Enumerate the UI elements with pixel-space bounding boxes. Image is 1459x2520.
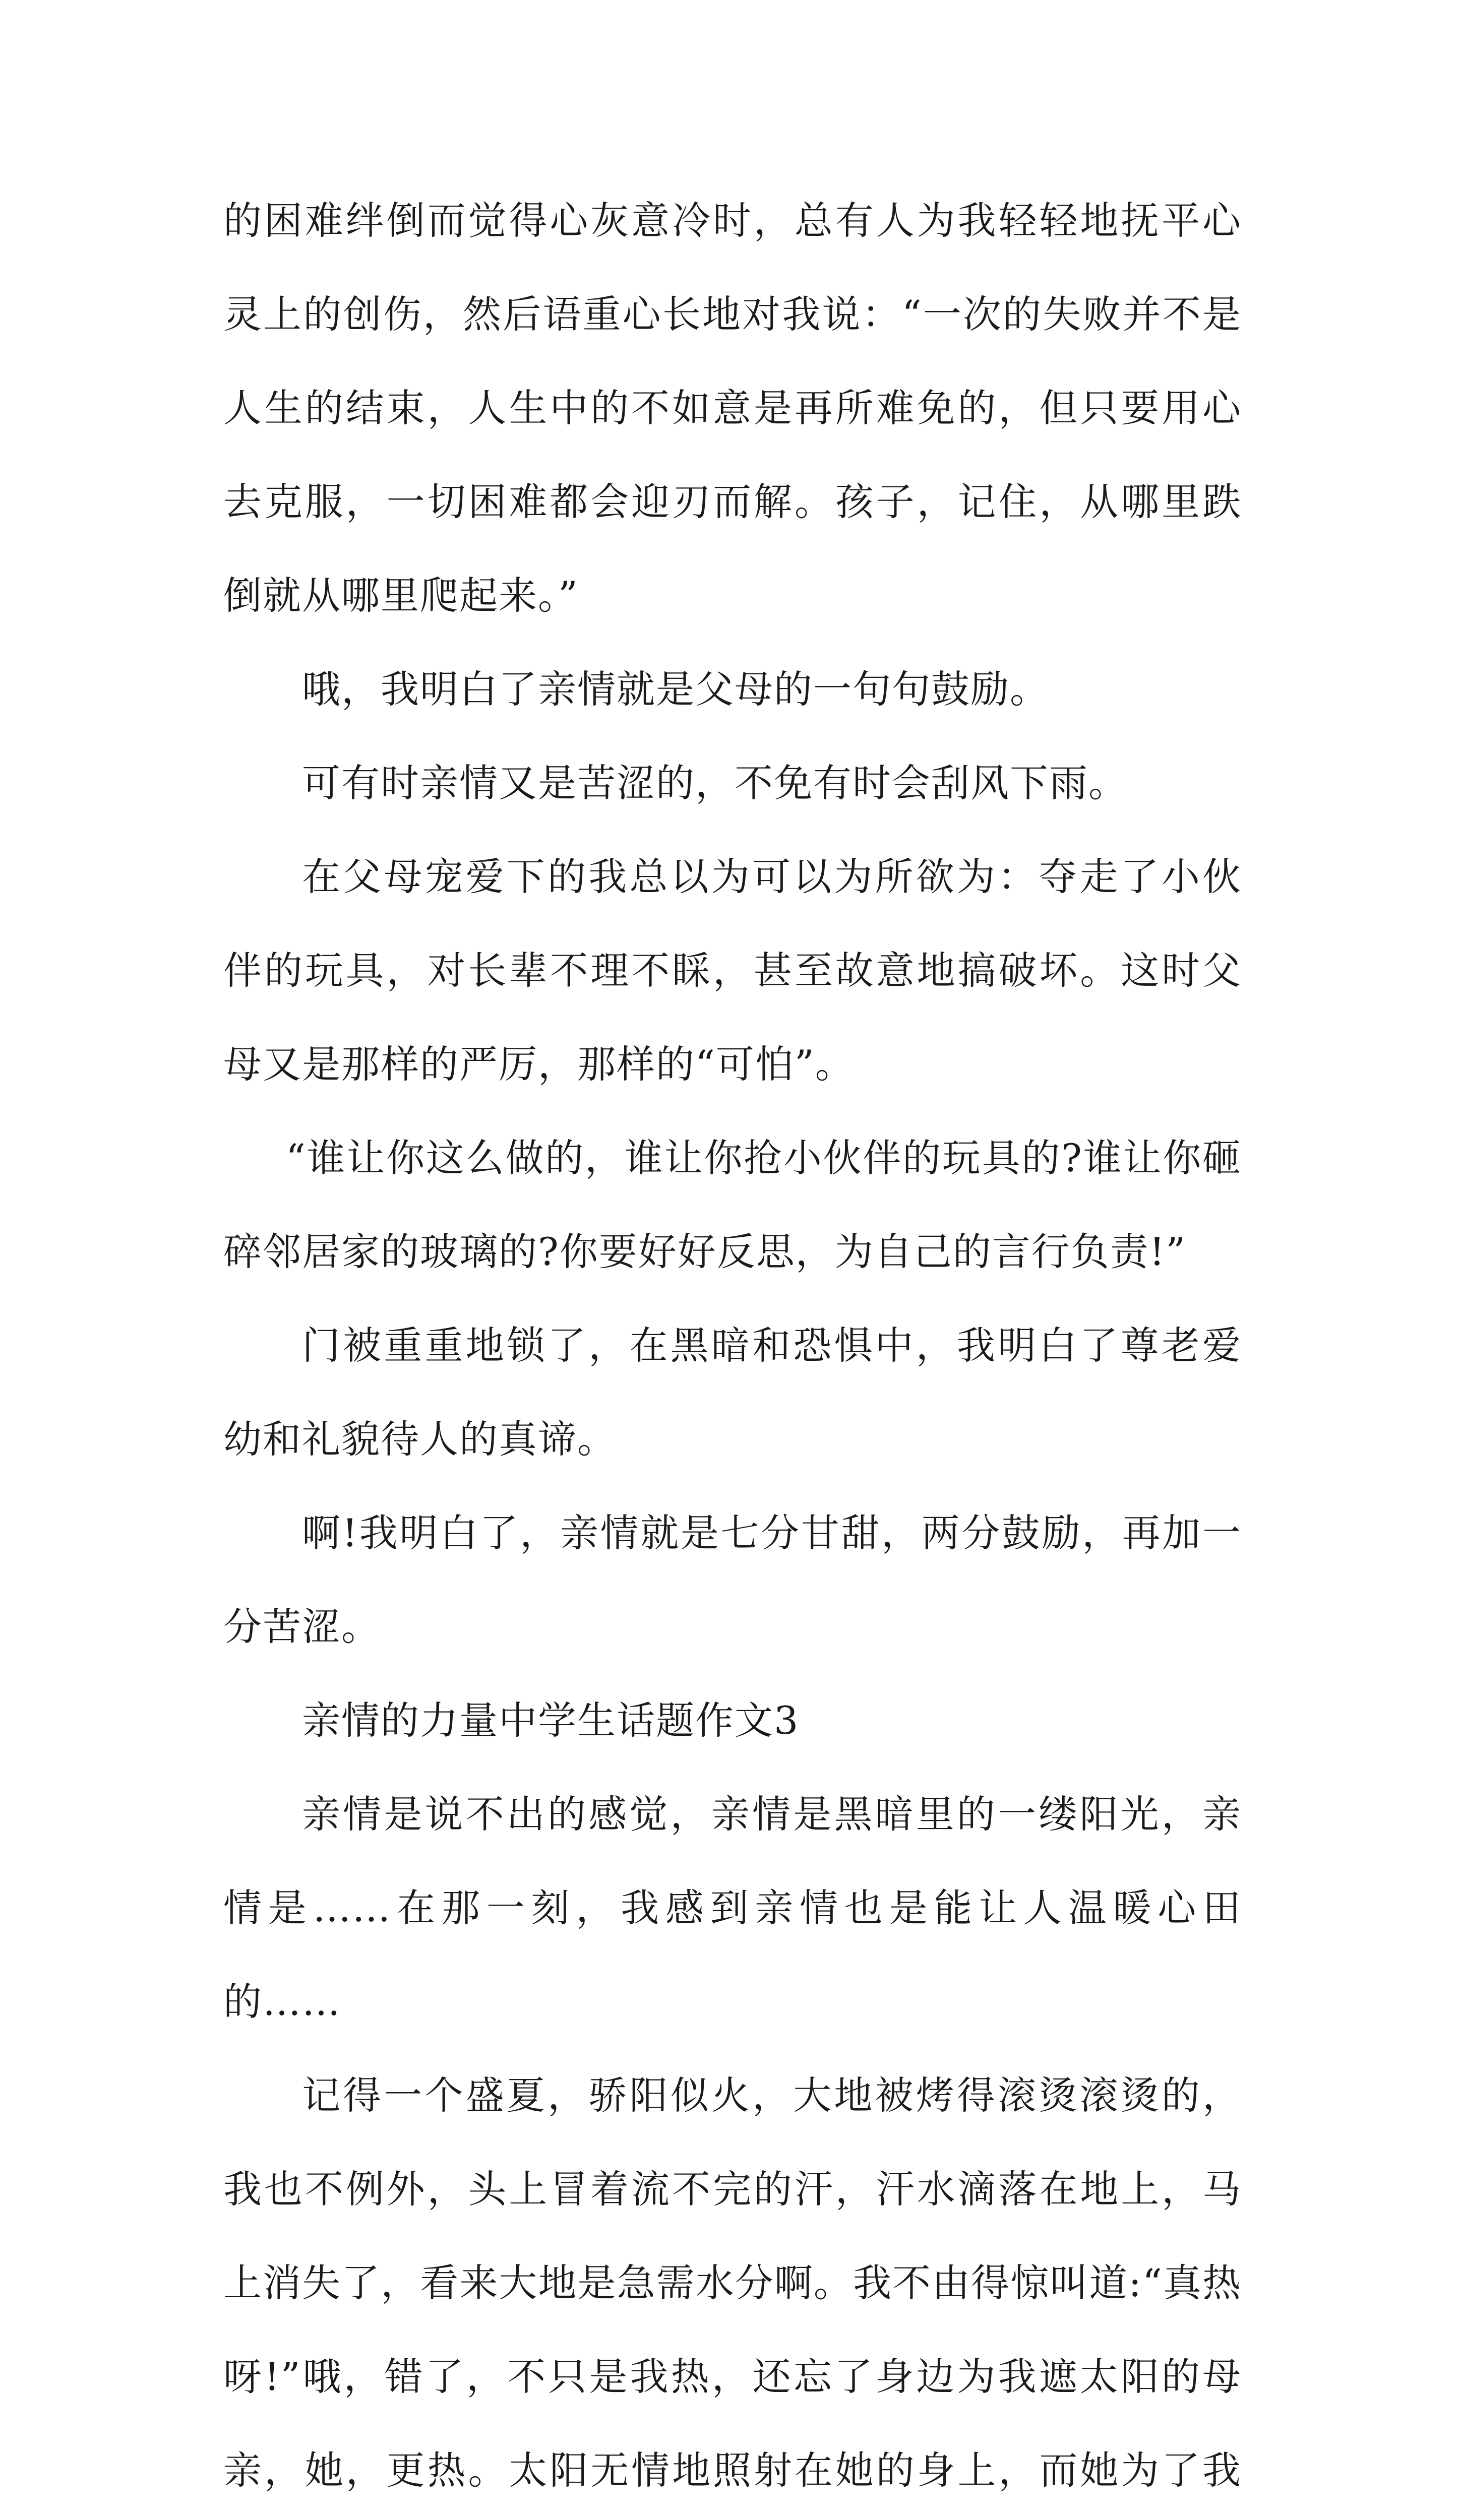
paragraph-2: 哦，我明白了亲情就是父母的一句句鼓励。: [302, 667, 1049, 712]
paragraph-5: “谁让你这么做的，谁让你抢小伙伴的玩具的?谁让你砸碎邻居家的玻璃的?你要好好反思，为自己的言行负责!”: [223, 1136, 1242, 1274]
paragraph-9: 记得一个盛夏，骄阳似火，大地被烤得滚烫滚烫的，我也不例外，头上冒着流不完的汗，汗水滴落在地上，马上消失了，看来大地是急需水分啊。我不由得惊叫道:“真热呀!”哦，错了，不只是我热，还忘了身边为我遮太阳的母亲，她，更热。太阳无情地照射在她的身上，而她为了我: [223, 2073, 1242, 2493]
paragraph-3: 可有时亲情又是苦涩的，不免有时会刮风下雨。: [302, 761, 1128, 805]
paragraph-6: 门被重重地锁了，在黑暗和恐惧中，我明白了尊老爱幼和礼貌待人的真谛。: [223, 1323, 1242, 1462]
paragraph-1: 的困难绊倒而觉得心灰意冷时，总有人为我轻轻地抚平心灵上的创伤，然后语重心长地对我说：“一次的失败并不是人生的结束，人生中的不如意是再所难免的，但只要用心去克服，一切困难都会迎刃而解。孩子，记住，从哪里跌倒就从哪里爬起来。”: [223, 198, 1242, 618]
section-heading: 亲情的力量中学生话题作文3: [302, 1698, 800, 1743]
paragraph-7: 啊!我明白了，亲情就是七分甘甜，两分鼓励，再加一分苦涩。: [223, 1510, 1242, 1649]
paragraph-8: 亲情是说不出的感觉，亲情是黑暗里的一缕阳光，亲情是……在那一刻，我感到亲情也是能让人温暖心田的……: [223, 1792, 1242, 2024]
paragraph-4: 在父母宠爱下的我总以为可以为所欲为：夺走了小伙伴的玩具，对长辈不理不睬，甚至故意地搞破坏。这时父母又是那样的严厉，那样的“可怕”。: [223, 854, 1242, 1087]
body-text: [223, 174, 1242, 2520]
